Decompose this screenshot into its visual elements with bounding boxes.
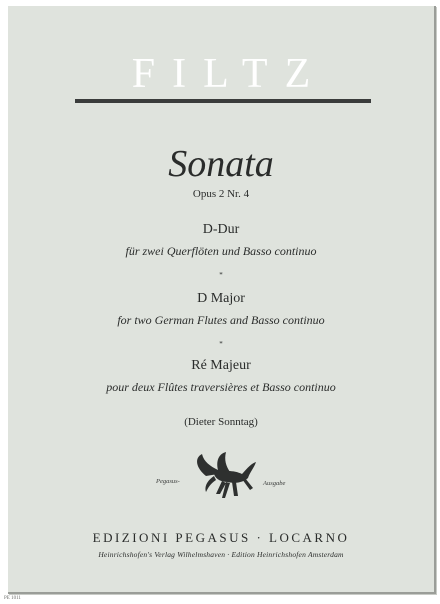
- title-rule: [75, 99, 371, 103]
- separator-star: *: [219, 271, 223, 279]
- instrumentation-french: pour deux Flûtes traversières et Basso continuo: [106, 380, 336, 394]
- logo-caption-right: Ausgabe: [263, 480, 286, 487]
- publisher-name: EDIZIONI PEGASUS · LOCARNO: [92, 530, 350, 545]
- opus-number: Opus 2 Nr. 4: [192, 188, 250, 200]
- score-cover: [8, 6, 436, 594]
- publisher-imprint: Heinrichshofen's Verlag Wilhelmshaven · Edition Heinrichshofen Amsterdam: [98, 550, 344, 559]
- catalog-number: PE 1011: [4, 596, 21, 601]
- instrumentation-english: for two German Flutes and Basso continuo: [117, 313, 325, 327]
- key-german: D-Dur: [202, 222, 240, 237]
- separator-star: *: [219, 340, 223, 348]
- pegasus-icon: [192, 450, 262, 502]
- key-french: Ré Majeur: [191, 358, 251, 373]
- work-title: Sonata: [168, 143, 274, 185]
- logo-caption-left: Pegasus-: [156, 478, 180, 485]
- composer-name: FILTZ: [131, 51, 328, 97]
- instrumentation-german: für zwei Querflöten und Basso continuo: [125, 244, 317, 258]
- editor-credit: (Dieter Sonntag): [184, 416, 258, 428]
- key-english: D Major: [197, 291, 245, 306]
